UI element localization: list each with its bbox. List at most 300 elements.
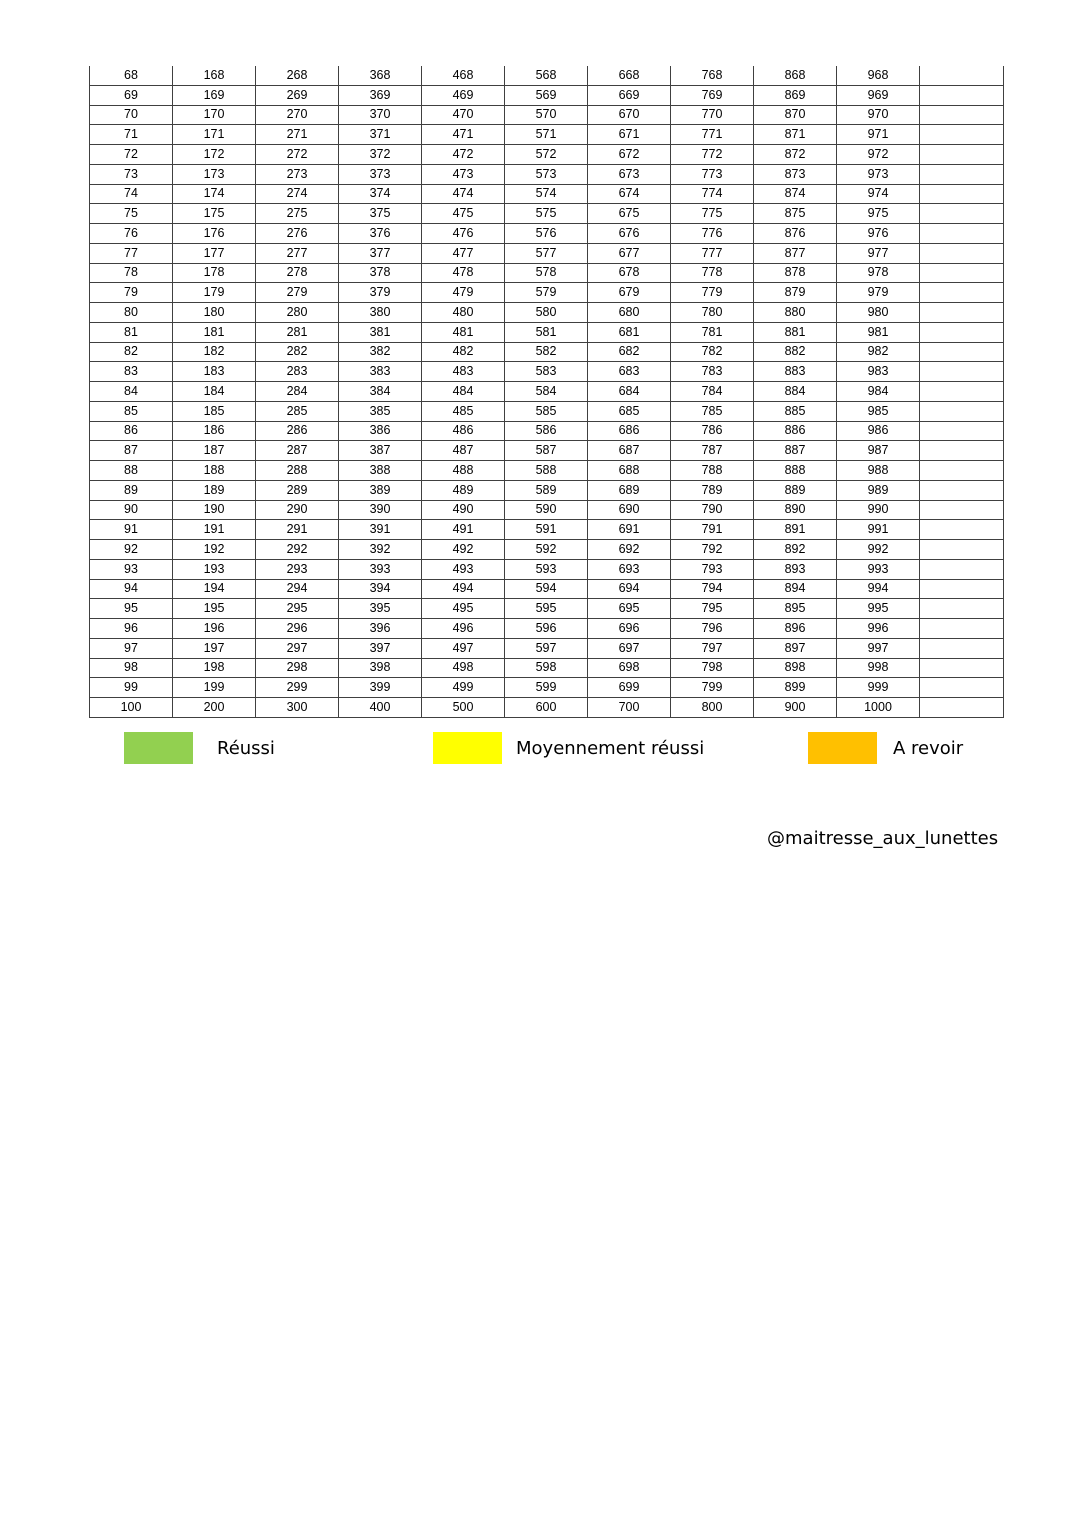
table-cell: 272 (256, 145, 339, 165)
table-cell: 193 (173, 559, 256, 579)
table-cell: 479 (422, 283, 505, 303)
table-cell: 973 (837, 164, 920, 184)
table-cell: 770 (671, 105, 754, 125)
table-row (90, 145, 1004, 165)
table-row (90, 283, 1004, 303)
table-row (90, 204, 1004, 224)
table-cell: 388 (339, 461, 422, 481)
table-cell: 77 (90, 243, 173, 263)
table-cell: 995 (837, 599, 920, 619)
table-cell: 277 (256, 243, 339, 263)
table-cell: 287 (256, 441, 339, 461)
table-cell: 290 (256, 500, 339, 520)
table-cell: 296 (256, 619, 339, 639)
table-cell: 899 (754, 678, 837, 698)
table-cell: 477 (422, 243, 505, 263)
table-cell: 276 (256, 224, 339, 244)
table-cell: 189 (173, 480, 256, 500)
table-cell: 989 (837, 480, 920, 500)
table-cell: 683 (588, 362, 671, 382)
table-cell: 885 (754, 401, 837, 421)
table-cell: 982 (837, 342, 920, 362)
table-cell: 188 (173, 461, 256, 481)
table-row (90, 698, 1004, 718)
table-cell: 489 (422, 480, 505, 500)
table-cell: 798 (671, 658, 754, 678)
table-cell: 886 (754, 421, 837, 441)
table-cell: 987 (837, 441, 920, 461)
table-cell: 472 (422, 145, 505, 165)
table-cell: 594 (505, 579, 588, 599)
table-cell: 994 (837, 579, 920, 599)
table-cell: 289 (256, 480, 339, 500)
table-cell: 485 (422, 401, 505, 421)
table-cell: 377 (339, 243, 422, 263)
table-cell: 876 (754, 224, 837, 244)
table-cell: 493 (422, 559, 505, 579)
table-cell: 699 (588, 678, 671, 698)
table-cell: 293 (256, 559, 339, 579)
table-cell (920, 322, 1004, 342)
table-row (90, 559, 1004, 579)
table-cell: 999 (837, 678, 920, 698)
table-cell: 874 (754, 184, 837, 204)
table-cell: 84 (90, 382, 173, 402)
table-cell: 495 (422, 599, 505, 619)
legend-item-moyennement-reussi (433, 732, 704, 764)
table-cell: 988 (837, 461, 920, 481)
table-cell: 898 (754, 658, 837, 678)
table-cell: 872 (754, 145, 837, 165)
table-cell: 75 (90, 204, 173, 224)
table-cell: 685 (588, 401, 671, 421)
table-cell: 474 (422, 184, 505, 204)
table-row (90, 164, 1004, 184)
table-cell: 883 (754, 362, 837, 382)
table-cell (920, 599, 1004, 619)
table-cell: 970 (837, 105, 920, 125)
table-cell: 795 (671, 599, 754, 619)
table-cell: 370 (339, 105, 422, 125)
table-cell: 880 (754, 303, 837, 323)
table-cell: 86 (90, 421, 173, 441)
table-cell: 579 (505, 283, 588, 303)
table-row (90, 243, 1004, 263)
table-cell: 674 (588, 184, 671, 204)
table-row (90, 638, 1004, 658)
table-cell: 890 (754, 500, 837, 520)
table-cell: 790 (671, 500, 754, 520)
table-cell: 281 (256, 322, 339, 342)
table-cell: 294 (256, 579, 339, 599)
table-cell: 482 (422, 342, 505, 362)
table-cell: 284 (256, 382, 339, 402)
table-cell: 94 (90, 579, 173, 599)
table-cell: 273 (256, 164, 339, 184)
table-cell: 291 (256, 520, 339, 540)
table-cell (920, 441, 1004, 461)
table-cell: 295 (256, 599, 339, 619)
table-cell: 279 (256, 283, 339, 303)
table-cell: 778 (671, 263, 754, 283)
legend-item-reussi (124, 732, 275, 764)
table-cell (920, 362, 1004, 382)
table-cell: 175 (173, 204, 256, 224)
table-cell: 678 (588, 263, 671, 283)
table-cell: 473 (422, 164, 505, 184)
table-cell: 72 (90, 145, 173, 165)
table-cell: 690 (588, 500, 671, 520)
table-cell: 688 (588, 461, 671, 481)
table-row (90, 66, 1004, 85)
table-cell: 586 (505, 421, 588, 441)
table-cell: 286 (256, 421, 339, 441)
table-cell: 168 (173, 66, 256, 85)
table-cell: 185 (173, 401, 256, 421)
table-cell: 574 (505, 184, 588, 204)
table-cell: 490 (422, 500, 505, 520)
table-row (90, 658, 1004, 678)
table-cell: 581 (505, 322, 588, 342)
table-cell: 297 (256, 638, 339, 658)
table-cell: 589 (505, 480, 588, 500)
table-cell: 797 (671, 638, 754, 658)
table-cell: 796 (671, 619, 754, 639)
table-cell: 893 (754, 559, 837, 579)
table-cell: 592 (505, 540, 588, 560)
table-cell: 673 (588, 164, 671, 184)
table-cell: 878 (754, 263, 837, 283)
table-cell (920, 164, 1004, 184)
legend-label: Moyennement réussi (516, 737, 705, 759)
table-cell: 990 (837, 500, 920, 520)
table-row (90, 421, 1004, 441)
table-cell: 585 (505, 401, 588, 421)
table-cell: 572 (505, 145, 588, 165)
table-cell: 786 (671, 421, 754, 441)
table-cell: 868 (754, 66, 837, 85)
table-cell: 393 (339, 559, 422, 579)
table-cell: 672 (588, 145, 671, 165)
table-cell: 469 (422, 85, 505, 105)
table-row (90, 599, 1004, 619)
table-cell: 694 (588, 579, 671, 599)
table-row (90, 342, 1004, 362)
table-row (90, 362, 1004, 382)
table-cell: 785 (671, 401, 754, 421)
table-cell: 381 (339, 322, 422, 342)
table-cell: 573 (505, 164, 588, 184)
table-cell: 900 (754, 698, 837, 718)
table-cell: 895 (754, 599, 837, 619)
table-cell: 486 (422, 421, 505, 441)
table-row (90, 263, 1004, 283)
table-row (90, 303, 1004, 323)
table-cell: 996 (837, 619, 920, 639)
table-cell: 799 (671, 678, 754, 698)
table-cell: 199 (173, 678, 256, 698)
table-cell (920, 224, 1004, 244)
table-cell: 79 (90, 283, 173, 303)
table-cell: 85 (90, 401, 173, 421)
table-cell: 775 (671, 204, 754, 224)
table-cell: 74 (90, 184, 173, 204)
table-row (90, 184, 1004, 204)
table-cell (920, 401, 1004, 421)
table-cell: 977 (837, 243, 920, 263)
table-cell (920, 421, 1004, 441)
table-cell: 981 (837, 322, 920, 342)
table-cell: 368 (339, 66, 422, 85)
table-cell: 668 (588, 66, 671, 85)
table-row (90, 480, 1004, 500)
table-cell: 396 (339, 619, 422, 639)
table-row (90, 461, 1004, 481)
table-cell: 670 (588, 105, 671, 125)
table-cell: 896 (754, 619, 837, 639)
table-cell: 91 (90, 520, 173, 540)
table-cell (920, 204, 1004, 224)
table-cell: 178 (173, 263, 256, 283)
table-cell: 200 (173, 698, 256, 718)
table-cell: 471 (422, 125, 505, 145)
table-cell (920, 540, 1004, 560)
table-cell: 191 (173, 520, 256, 540)
table-cell: 877 (754, 243, 837, 263)
table-cell: 583 (505, 362, 588, 382)
table-cell: 390 (339, 500, 422, 520)
table-cell: 669 (588, 85, 671, 105)
table-cell: 400 (339, 698, 422, 718)
table-cell: 487 (422, 441, 505, 461)
table-cell: 481 (422, 322, 505, 342)
table-cell: 781 (671, 322, 754, 342)
table-cell (920, 125, 1004, 145)
table-cell: 769 (671, 85, 754, 105)
table-cell: 97 (90, 638, 173, 658)
table-cell: 777 (671, 243, 754, 263)
table-cell: 889 (754, 480, 837, 500)
table-cell: 285 (256, 401, 339, 421)
table-cell: 684 (588, 382, 671, 402)
table-cell: 774 (671, 184, 754, 204)
table-cell: 271 (256, 125, 339, 145)
table-row (90, 678, 1004, 698)
table-cell (920, 243, 1004, 263)
table-row (90, 579, 1004, 599)
table-cell: 692 (588, 540, 671, 560)
table-cell: 782 (671, 342, 754, 362)
table-cell: 686 (588, 421, 671, 441)
table-row (90, 85, 1004, 105)
table-cell: 379 (339, 283, 422, 303)
table-cell: 182 (173, 342, 256, 362)
table-cell: 972 (837, 145, 920, 165)
table-cell: 788 (671, 461, 754, 481)
table-cell (920, 638, 1004, 658)
table-cell: 71 (90, 125, 173, 145)
table-cell: 779 (671, 283, 754, 303)
table-cell: 389 (339, 480, 422, 500)
table-cell: 192 (173, 540, 256, 560)
table-cell: 186 (173, 421, 256, 441)
table-cell: 689 (588, 480, 671, 500)
table-row (90, 125, 1004, 145)
table-cell (920, 85, 1004, 105)
table-cell: 470 (422, 105, 505, 125)
table-cell: 975 (837, 204, 920, 224)
table-cell (920, 461, 1004, 481)
table-cell: 369 (339, 85, 422, 105)
table-cell: 771 (671, 125, 754, 145)
table-cell: 268 (256, 66, 339, 85)
table-cell: 282 (256, 342, 339, 362)
table-cell: 183 (173, 362, 256, 382)
legend-label: A revoir (893, 737, 964, 759)
table-cell: 675 (588, 204, 671, 224)
table-cell: 582 (505, 342, 588, 362)
table-row (90, 382, 1004, 402)
table-cell: 496 (422, 619, 505, 639)
table-cell: 385 (339, 401, 422, 421)
table-cell: 376 (339, 224, 422, 244)
table-cell: 372 (339, 145, 422, 165)
table-cell: 95 (90, 599, 173, 619)
table-cell: 971 (837, 125, 920, 145)
table-cell: 90 (90, 500, 173, 520)
table-row (90, 105, 1004, 125)
table-cell: 897 (754, 638, 837, 658)
table-cell: 384 (339, 382, 422, 402)
table-row (90, 619, 1004, 639)
table-cell: 800 (671, 698, 754, 718)
table-cell: 299 (256, 678, 339, 698)
table-cell: 491 (422, 520, 505, 540)
table-cell: 99 (90, 678, 173, 698)
table-cell: 92 (90, 540, 173, 560)
table-cell: 173 (173, 164, 256, 184)
table-cell: 392 (339, 540, 422, 560)
table-cell: 468 (422, 66, 505, 85)
table-cell: 394 (339, 579, 422, 599)
table-cell: 969 (837, 85, 920, 105)
table-cell: 682 (588, 342, 671, 362)
table-cell: 83 (90, 362, 173, 382)
table-cell: 172 (173, 145, 256, 165)
table-cell: 768 (671, 66, 754, 85)
table-cell: 1000 (837, 698, 920, 718)
table-cell: 576 (505, 224, 588, 244)
table-cell: 374 (339, 184, 422, 204)
table-row (90, 224, 1004, 244)
table-cell: 497 (422, 638, 505, 658)
table-cell: 780 (671, 303, 754, 323)
table-cell: 498 (422, 658, 505, 678)
table-cell (920, 145, 1004, 165)
table-cell: 68 (90, 66, 173, 85)
legend-swatch-yellow (433, 732, 502, 764)
table-cell: 693 (588, 559, 671, 579)
table-cell: 300 (256, 698, 339, 718)
table-cell: 593 (505, 559, 588, 579)
table-cell: 475 (422, 204, 505, 224)
table-cell: 580 (505, 303, 588, 323)
table-cell: 397 (339, 638, 422, 658)
table-cell: 492 (422, 540, 505, 560)
table-cell: 984 (837, 382, 920, 402)
table-cell: 81 (90, 322, 173, 342)
table-cell: 179 (173, 283, 256, 303)
table-cell: 88 (90, 461, 173, 481)
table-cell: 697 (588, 638, 671, 658)
table-cell: 676 (588, 224, 671, 244)
table-cell: 783 (671, 362, 754, 382)
legend-swatch-green (124, 732, 193, 764)
table-cell: 383 (339, 362, 422, 382)
table-cell: 387 (339, 441, 422, 461)
table-cell: 500 (422, 698, 505, 718)
table-cell: 575 (505, 204, 588, 224)
table-cell: 891 (754, 520, 837, 540)
table-cell: 569 (505, 85, 588, 105)
table-cell (920, 303, 1004, 323)
table-cell: 82 (90, 342, 173, 362)
table-cell: 181 (173, 322, 256, 342)
table-cell: 93 (90, 559, 173, 579)
table-row (90, 441, 1004, 461)
table-cell: 968 (837, 66, 920, 85)
table-cell (920, 619, 1004, 639)
table-cell (920, 263, 1004, 283)
table-cell: 87 (90, 441, 173, 461)
table-cell: 776 (671, 224, 754, 244)
table-cell: 174 (173, 184, 256, 204)
table-cell: 171 (173, 125, 256, 145)
table-cell: 478 (422, 263, 505, 283)
table-cell: 887 (754, 441, 837, 461)
table-cell: 884 (754, 382, 837, 402)
table-cell: 980 (837, 303, 920, 323)
table-cell: 600 (505, 698, 588, 718)
table-cell: 96 (90, 619, 173, 639)
table-cell: 992 (837, 540, 920, 560)
table-cell: 292 (256, 540, 339, 560)
table-cell: 599 (505, 678, 588, 698)
table-cell: 288 (256, 461, 339, 481)
table-cell: 375 (339, 204, 422, 224)
table-cell: 274 (256, 184, 339, 204)
table-row (90, 401, 1004, 421)
table-cell: 190 (173, 500, 256, 520)
table-cell: 70 (90, 105, 173, 125)
legend-item-a-revoir (808, 732, 963, 764)
table-cell (920, 184, 1004, 204)
table-cell: 169 (173, 85, 256, 105)
table-cell: 80 (90, 303, 173, 323)
author-handle: @maitresse_aux_lunettes (767, 828, 999, 849)
table-cell (920, 480, 1004, 500)
table-cell: 170 (173, 105, 256, 125)
table-cell (920, 579, 1004, 599)
table-cell: 78 (90, 263, 173, 283)
table-cell (920, 283, 1004, 303)
table-cell: 270 (256, 105, 339, 125)
legend-swatch-orange (808, 732, 877, 764)
table-cell: 787 (671, 441, 754, 461)
table-row (90, 520, 1004, 540)
table-cell: 986 (837, 421, 920, 441)
table-cell: 480 (422, 303, 505, 323)
